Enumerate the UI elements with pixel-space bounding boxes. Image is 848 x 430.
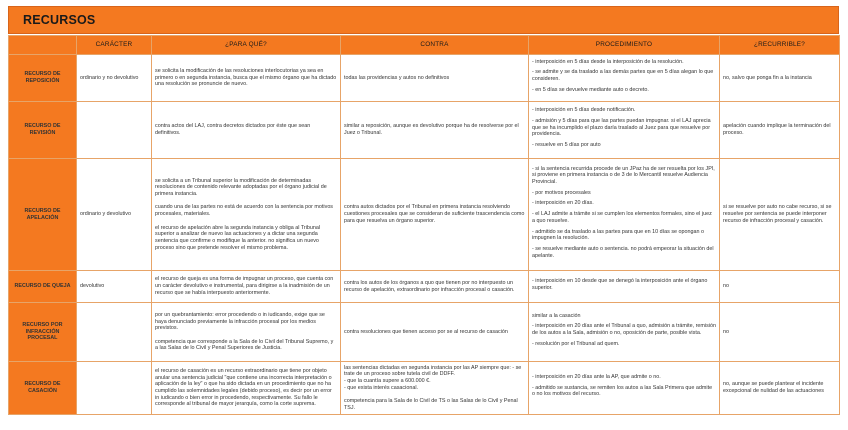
table-row [9,159,840,271]
cell-procedimiento [529,159,720,271]
proc-line: - admisión y 5 días para que las partes puedan impugnar. si el LAJ aprecia que se ha incumplido el plazo daría traslado al Juez para que resuelve por providencia. [532,117,711,138]
cell-procedimiento [529,102,720,159]
header-contra: CONTRA [341,36,529,55]
page-title: RECURSOS [23,13,96,27]
header-caracter: CARÁCTER [77,36,152,55]
header-para-que: ¿PARA QUÉ? [152,36,341,55]
cell-contra: contra resoluciones que tienen acceso por se al recurso de casación [341,303,529,362]
cell-recurrible: no, aunque se puede plantear el incidente excepcional de nulidad de las actuaciones [720,362,840,415]
cell-caracter [77,362,152,415]
cell-para-que: el recurso de casación es un recurso extraordinario que tiene por objeto anular una sentencia judicial "que contiene una incorrecta interpretación o aplicación de la ley" o que ha sido dictada en un procedimiento que no ha cumplido las solemnidades legales (debido proceso), es decir por un error in iudicando o bien error in procedendo, respectivamente. Su fallo le corresponde al tribunal de mayor jerarquía, como la corte suprema. [152,362,341,415]
proc-line: - interposición en 5 días desde notificación. [532,107,636,114]
cell-para-que: se solicita la modificación de las resoluciones interlocutorias ya sea en primero o en segunda instancia, busca que el mismo órgano que ha dictado una resolución se pronuncie de nuevo. [152,55,341,102]
proc-line: - se admite y se da traslado a las demás partes que en 5 días alegan lo que consideren. [532,69,714,82]
proc-line: - por motivos procesales [532,189,591,196]
cell-caracter: ordinario y devolutivo [77,159,152,271]
cell-para-que: el recurso de queja es una forma de impugnar un proceso, que cuenta con un carácter devolutivo e instrumental, para dirigirse a la inadmisión de un recurso que se había interpuesto anteriormente. [152,271,341,303]
table-row [9,55,840,102]
cell-contra: similar a reposición, aunque es devolutivo porque ha de resolverse por el Juez o Tribunal. [341,102,529,159]
proc-line: similar a la casación [532,312,581,319]
proc-line: - si la sentencia recurrida procede de un JPaz ha de ser resuelta por los JPI, si proviene en primera instancia o de 3 de lo Mercantil resuelve Audiencia Provincial. [532,165,715,186]
cell-caracter: devolutivo [77,271,152,303]
proc-line: - admitido se da traslado a las partes para que en 10 días se opongan o impugnen la resolución. [532,228,705,242]
row-label: RECURSO DE QUEJA [9,271,77,303]
proc-line: - interposición en 20 días ante el Tribunal a quo, admisión a trámite, remisión de los autos a la Sala, admisión o no, oposición de parte, posible vista. [532,323,716,336]
cell-recurrible: no, salvo que ponga fin a la instancia [720,55,840,102]
table-row [9,102,840,159]
cell-para-que: por un quebrantamiento: error procedendo o in iudicando, exige que se haya denunciado previamente la infracción procesal por los medios previstos. competencia que corresponde a la Sala de lo Civil del Tribunal Supremo, y a las Salas de lo Civil y Penal Superiores de Justicia. [152,303,341,362]
row-label: RECURSO DE CASACIÓN [9,362,77,415]
cell-procedimiento [529,55,720,102]
cell-recurrible: no [720,303,840,362]
cell-procedimiento [529,362,720,415]
cell-caracter: ordinario y no devolutivo [77,55,152,102]
header-procedimiento: PROCEDIMIENTO [529,36,720,55]
cell-recurrible: apelación cuando implique la terminación del proceso. [720,102,840,159]
cell-caracter [77,102,152,159]
table-row [9,271,840,303]
proc-line: - resolución por el Tribunal ad quem. [532,340,620,347]
row-label: RECURSO DE REPOSICIÓN [9,55,77,102]
recursos-table [8,35,840,415]
cell-caracter [77,303,152,362]
proc-line: - se resuelve mediante auto o sentencia. no podrá empeorar la situación del apelante. [532,245,714,259]
header-recurrible: ¿RECURRIBLE? [720,36,840,55]
cell-para-que: contra actos del LAJ, contra decretos dictados por éste que sean definitivos. [152,102,341,159]
proc-line: - interposición en 5 días desde la interposición de la resolución. [532,58,684,65]
row-label: RECURSO POR INFRACCIÓN PROCESAL [9,303,77,362]
proc-line: - el LAJ admite a trámite si se cumplen los elementos formales, sino el juez a quo resuelve. [532,211,712,224]
row-label: RECURSO DE REVISIÓN [9,102,77,159]
cell-contra: contra autos dictados por el Tribunal en primera instancia resolviendo cuestiones procesales que se consideran de suficiente trascendencia como para que resuelva un órgano superior. [341,159,529,271]
proc-line: - interposición en 20 días ante la AP, que admite o no. [532,373,661,380]
title-bar [8,6,839,34]
row-label: RECURSO DE APELACIÓN [9,159,77,271]
cell-contra: las sentencias dictadas en segunda instancia por las AP siempre que: - se trate de un proceso sobre tutela civil de DDFF. - que la cuantía supere a 600.000 €. - que exista interés casacional. competencia para la Sala de lo Civil de TS o las Salas de lo Civil y Penal TSJ. [341,362,529,415]
proc-line: - interposición en 10 desde que se denegó la interposición ante el órgano superior. [532,277,708,291]
table-row [9,303,840,362]
table-row [9,362,840,415]
cell-procedimiento [529,271,720,303]
header-row [9,36,840,55]
proc-line: - en 5 días se devuelve mediante auto o decreto. [532,86,649,93]
proc-line: - resuelve en 5 días por auto [532,142,601,149]
proc-line: - admitido se sustancia, se remiten los autos a las Sala Primera que admite o no los motivos del recurso. [532,384,713,398]
cell-contra: contra los autos de los órganos a quo que tienen por no interpuesto un recurso de apelación, extraordinario por infracción procesal o casación. [341,271,529,303]
proc-line: - interposición en 20 días. [532,200,594,207]
cell-recurrible: no [720,271,840,303]
header-blank [9,36,77,55]
cell-recurrible: si se resuelve por auto no cabe recurso, si se resuelve por sentencia se puede interponer recurso de infracción procesal y casación. [720,159,840,271]
cell-para-que: se solicita a un Tribunal superior la modificación de determinadas resoluciones de contenido relevante adoptadas por el órgano judicial de primera instancia. cuando una de las partes no está de acuerdo con la sentencia por motivos procesales, materiales. el recurso de apelación abre la segunda instancia y obliga al Tribunal superior a analizar de nuevo las actuaciones y a dictar una segunda sentencia que confirme o modifique la anterior. no significa un nuevo proceso sino que pretende resolver el mismo problema. [152,159,341,271]
cell-procedimiento [529,303,720,362]
cell-contra: todas las providencias y autos no definitivos [341,55,529,102]
